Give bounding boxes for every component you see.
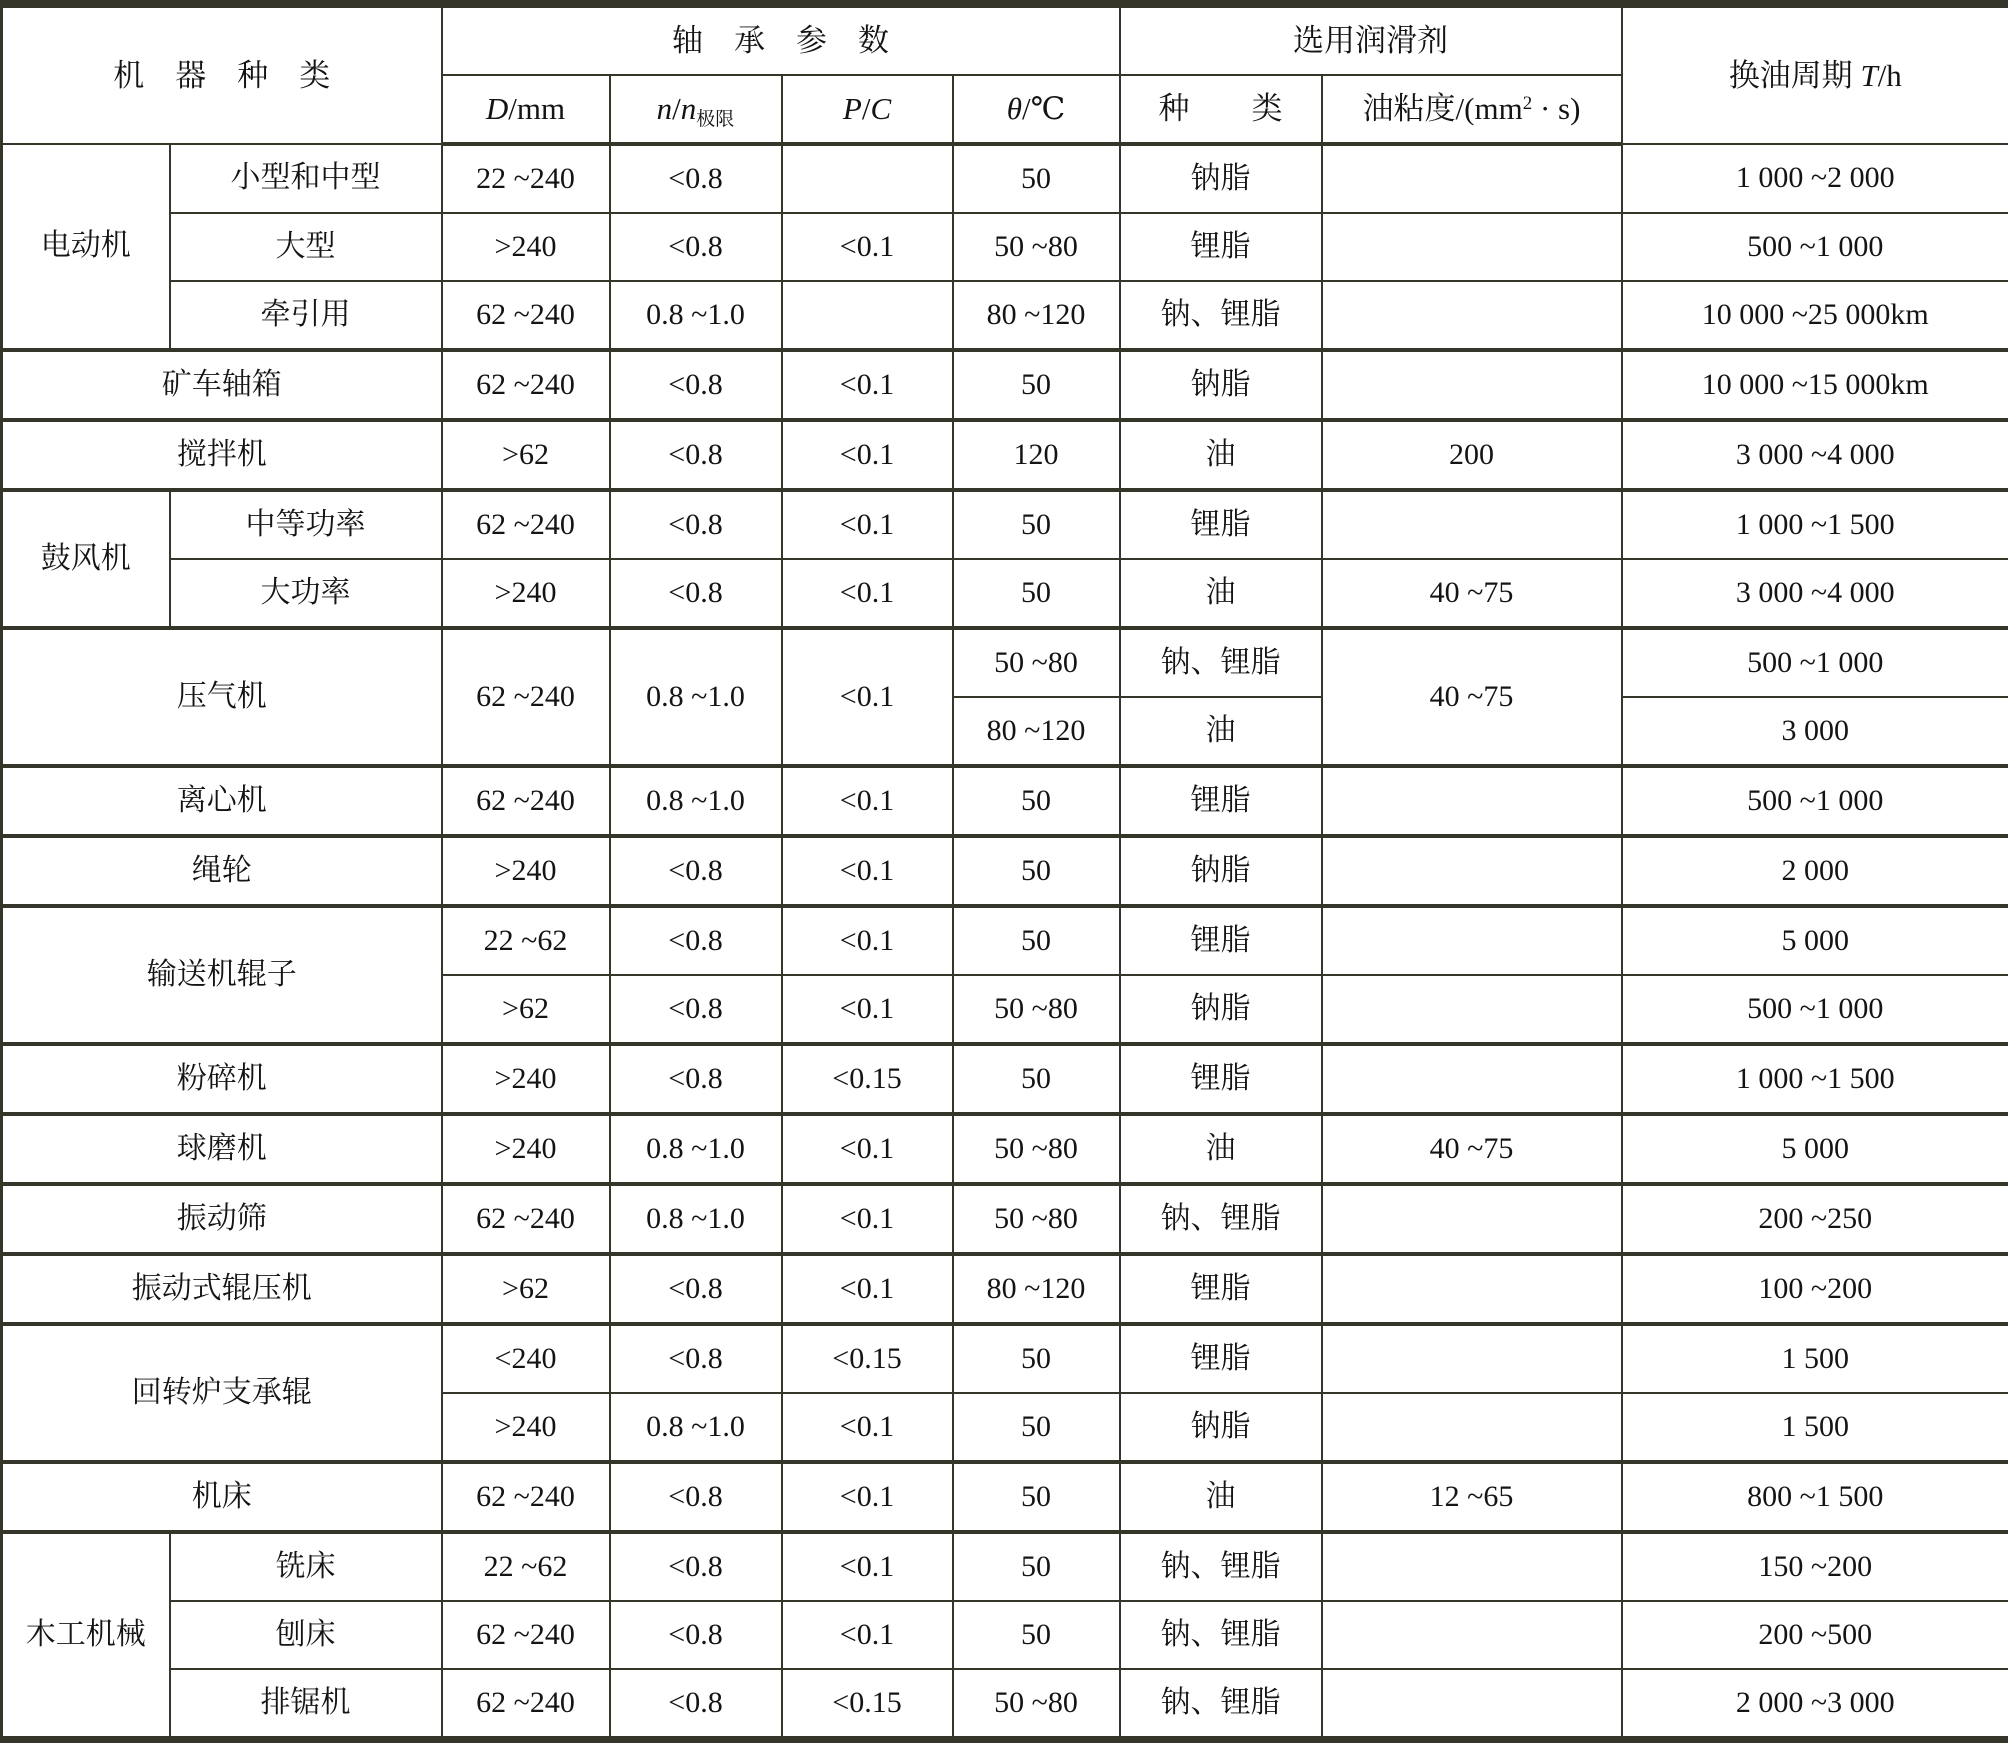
machine-subtype-cell: 牵引用: [170, 281, 442, 350]
table-cell: 100 ~200: [1622, 1254, 2008, 1324]
machine-subtype-cell: 大型: [170, 213, 442, 281]
table-cell: 800 ~1 500: [1622, 1462, 2008, 1532]
machine-name-cell: 矿车轴箱: [2, 350, 442, 420]
n-symbol: n: [657, 91, 673, 126]
table-cell: 钠脂: [1120, 975, 1322, 1044]
table-cell: [782, 144, 953, 213]
table-cell: 50 ~80: [953, 1669, 1120, 1740]
machine-name-cell: 机床: [2, 1462, 442, 1532]
table-cell: 0.8 ~1.0: [610, 281, 782, 350]
table-row: [2, 420, 2008, 490]
table-cell: 钠、锂脂: [1120, 1669, 1322, 1740]
table-row: [2, 1254, 2008, 1324]
table-row: [2, 1184, 2008, 1254]
table-cell: [1322, 1393, 1622, 1462]
period-label: 换油周期: [1729, 58, 1861, 93]
table-cell: 22 ~240: [442, 144, 610, 213]
machine-name-cell: 鼓风机: [2, 490, 170, 628]
table-row: [2, 281, 2008, 350]
table-cell: 钠脂: [1120, 836, 1322, 906]
table-cell: 50: [953, 350, 1120, 420]
table-cell: [1322, 213, 1622, 281]
table-cell: 1 000 ~1 500: [1622, 490, 2008, 559]
table-cell: 200 ~500: [1622, 1601, 2008, 1669]
table-cell: 10 000 ~25 000km: [1622, 281, 2008, 350]
table-cell: 5 000: [1622, 1114, 2008, 1184]
table-cell: 50 ~80: [953, 1184, 1120, 1254]
table-cell: 钠脂: [1120, 350, 1322, 420]
table-row: [2, 144, 2008, 213]
period-unit: /h: [1878, 58, 1902, 93]
table-cell: 62 ~240: [442, 1184, 610, 1254]
machine-name-cell: 木工机械: [2, 1532, 170, 1740]
table-cell: [1322, 1601, 1622, 1669]
table-row: [2, 1601, 2008, 1669]
table-cell: 62 ~240: [442, 1462, 610, 1532]
machine-name-cell: 粉碎机: [2, 1044, 442, 1114]
table-cell: 50: [953, 1532, 1120, 1601]
table-cell: 锂脂: [1120, 213, 1322, 281]
table-cell: [1322, 1669, 1622, 1740]
table-cell: 10 000 ~15 000km: [1622, 350, 2008, 420]
table-cell: <0.8: [610, 1601, 782, 1669]
table-row: [2, 350, 2008, 420]
table-cell: 200: [1322, 420, 1622, 490]
table-row: [2, 906, 2008, 975]
table-cell: 40 ~75: [1322, 628, 1622, 766]
theta-symbol: θ: [1007, 91, 1022, 126]
table-cell: [1322, 281, 1622, 350]
table-cell: 50 ~80: [953, 628, 1120, 697]
table-body: [2, 144, 2008, 1740]
table-cell: 锂脂: [1120, 1044, 1322, 1114]
table-cell: 500 ~1 000: [1622, 766, 2008, 836]
table-row: [2, 1462, 2008, 1532]
table-cell: 钠、锂脂: [1120, 1601, 1322, 1669]
table-cell: 50: [953, 490, 1120, 559]
table-row: [2, 1324, 2008, 1393]
table-cell: 锂脂: [1120, 1324, 1322, 1393]
header-temperature: [953, 75, 1120, 144]
c-symbol: C: [870, 91, 891, 126]
header-oil-viscosity: [1322, 75, 1622, 144]
table-cell: >240: [442, 1393, 610, 1462]
header-lubricant-kind: 种 类: [1120, 75, 1322, 144]
table-cell: <0.1: [782, 1184, 953, 1254]
n-slash: /: [672, 91, 681, 126]
table-cell: 500 ~1 000: [1622, 975, 2008, 1044]
header-lubricant: 选用润滑剂: [1120, 4, 1622, 75]
table-cell: 3 000 ~4 000: [1622, 559, 2008, 628]
table-cell: <0.1: [782, 1462, 953, 1532]
table-row: [2, 1669, 2008, 1740]
d-symbol: D: [486, 91, 508, 126]
table-cell: 0.8 ~1.0: [610, 1184, 782, 1254]
table-cell: 62 ~240: [442, 1669, 610, 1740]
table-cell: [1322, 1044, 1622, 1114]
table-cell: <0.1: [782, 559, 953, 628]
table-cell: 500 ~1 000: [1622, 628, 2008, 697]
d-unit: /mm: [508, 91, 565, 126]
table-cell: <0.15: [782, 1044, 953, 1114]
table-cell: 2 000 ~3 000: [1622, 1669, 2008, 1740]
table-cell: <0.8: [610, 1324, 782, 1393]
table-cell: <0.8: [610, 906, 782, 975]
table-row: [2, 490, 2008, 559]
machine-subtype-cell: 中等功率: [170, 490, 442, 559]
table-cell: 1 000 ~1 500: [1622, 1044, 2008, 1114]
table-cell: 62 ~240: [442, 350, 610, 420]
table-cell: 钠、锂脂: [1120, 1184, 1322, 1254]
table-cell: >240: [442, 836, 610, 906]
table-cell: 0.8 ~1.0: [610, 628, 782, 766]
table-cell: 5 000: [1622, 906, 2008, 975]
table-cell: <0.8: [610, 836, 782, 906]
table-cell: <0.15: [782, 1669, 953, 1740]
table-cell: [1322, 1254, 1622, 1324]
table-cell: <0.8: [610, 1044, 782, 1114]
table-cell: <0.1: [782, 420, 953, 490]
table-cell: 3 000 ~4 000: [1622, 420, 2008, 490]
table-cell: <0.8: [610, 1532, 782, 1601]
viscosity-label: 油粘度/(mm: [1363, 91, 1523, 126]
table-header: [2, 4, 2008, 144]
table-cell: 50: [953, 1393, 1120, 1462]
table-cell: <0.8: [610, 975, 782, 1044]
table-cell: 62 ~240: [442, 490, 610, 559]
table-cell: 50: [953, 1324, 1120, 1393]
machine-subtype-cell: 刨床: [170, 1601, 442, 1669]
table-cell: <0.8: [610, 213, 782, 281]
table-cell: 0.8 ~1.0: [610, 1114, 782, 1184]
viscosity-exponent: 2: [1523, 93, 1533, 114]
table-cell: >240: [442, 213, 610, 281]
table-cell: [1322, 1184, 1622, 1254]
table-row: [2, 628, 2008, 697]
table-cell: 50: [953, 144, 1120, 213]
table-cell: 50: [953, 559, 1120, 628]
table-cell: [1322, 144, 1622, 213]
table-cell: 62 ~240: [442, 766, 610, 836]
table-cell: [1322, 766, 1622, 836]
table-cell: 油: [1120, 1114, 1322, 1184]
table-cell: [1322, 490, 1622, 559]
machine-name-cell: 电动机: [2, 144, 170, 350]
header-diameter: [442, 75, 610, 144]
table-cell: <0.1: [782, 213, 953, 281]
table-row: [2, 766, 2008, 836]
table-cell: [1322, 836, 1622, 906]
table-cell: <0.1: [782, 350, 953, 420]
table-cell: 1 500: [1622, 1393, 2008, 1462]
table-cell: 1 500: [1622, 1324, 2008, 1393]
table-cell: 62 ~240: [442, 628, 610, 766]
machine-name-cell: 绳轮: [2, 836, 442, 906]
table-cell: 50: [953, 1462, 1120, 1532]
header-row-1: [2, 4, 2008, 75]
n-limit-subscript: 极限: [696, 109, 734, 130]
table-cell: <0.8: [610, 559, 782, 628]
table-cell: 钠、锂脂: [1120, 1532, 1322, 1601]
header-oil-change-period: [1622, 4, 2008, 144]
table-cell: [1322, 906, 1622, 975]
machine-name-cell: 振动式辊压机: [2, 1254, 442, 1324]
table-cell: 12 ~65: [1322, 1462, 1622, 1532]
table-cell: 锂脂: [1120, 1254, 1322, 1324]
table-cell: <0.1: [782, 766, 953, 836]
table-cell: >240: [442, 559, 610, 628]
table-cell: <0.8: [610, 144, 782, 213]
table-cell: 2 000: [1622, 836, 2008, 906]
table-cell: <0.8: [610, 350, 782, 420]
machine-name-cell: 输送机辊子: [2, 906, 442, 1044]
table-cell: 80 ~120: [953, 1254, 1120, 1324]
table-cell: 3 000: [1622, 697, 2008, 766]
table-cell: 50: [953, 766, 1120, 836]
table-cell: 50: [953, 1601, 1120, 1669]
table-cell: 50 ~80: [953, 213, 1120, 281]
machine-subtype-cell: 铣床: [170, 1532, 442, 1601]
table-cell: <0.1: [782, 1601, 953, 1669]
table-row: [2, 213, 2008, 281]
table-cell: 油: [1120, 697, 1322, 766]
pc-slash: /: [862, 91, 871, 126]
table-cell: 50 ~80: [953, 1114, 1120, 1184]
table-cell: 80 ~120: [953, 697, 1120, 766]
table-row: [2, 1532, 2008, 1601]
header-load-ratio: [782, 75, 953, 144]
table-cell: 1 000 ~2 000: [1622, 144, 2008, 213]
table-cell: 50 ~80: [953, 975, 1120, 1044]
table-cell: 22 ~62: [442, 906, 610, 975]
table-cell: 50: [953, 1044, 1120, 1114]
table-cell: <0.8: [610, 1669, 782, 1740]
table-cell: 50: [953, 906, 1120, 975]
table-cell: 0.8 ~1.0: [610, 1393, 782, 1462]
period-symbol: T: [1860, 58, 1877, 93]
table-cell: <0.1: [782, 1114, 953, 1184]
table-cell: <0.1: [782, 1393, 953, 1462]
table-cell: >62: [442, 975, 610, 1044]
machine-subtype-cell: 小型和中型: [170, 144, 442, 213]
table-cell: <0.15: [782, 1324, 953, 1393]
machine-name-cell: 球磨机: [2, 1114, 442, 1184]
table-cell: <0.1: [782, 1254, 953, 1324]
table-cell: 锂脂: [1120, 766, 1322, 836]
table-cell: [1322, 975, 1622, 1044]
table-cell: >62: [442, 420, 610, 490]
table-cell: <240: [442, 1324, 610, 1393]
table-cell: <0.1: [782, 836, 953, 906]
table-cell: <0.1: [782, 1532, 953, 1601]
table-cell: 40 ~75: [1322, 559, 1622, 628]
table-cell: [1322, 1532, 1622, 1601]
table-cell: <0.1: [782, 906, 953, 975]
table-cell: 锂脂: [1120, 490, 1322, 559]
table-cell: 钠脂: [1120, 1393, 1322, 1462]
table-cell: 80 ~120: [953, 281, 1120, 350]
table-cell: <0.8: [610, 1254, 782, 1324]
table-cell: <0.8: [610, 420, 782, 490]
machine-subtype-cell: 大功率: [170, 559, 442, 628]
table-cell: [1322, 350, 1622, 420]
table-cell: 钠脂: [1120, 144, 1322, 213]
machine-name-cell: 离心机: [2, 766, 442, 836]
table-row: [2, 1044, 2008, 1114]
table-cell: 62 ~240: [442, 281, 610, 350]
table-cell: 油: [1120, 420, 1322, 490]
p-symbol: P: [843, 91, 862, 126]
viscosity-unit-end: · s): [1532, 91, 1580, 126]
table-cell: 40 ~75: [1322, 1114, 1622, 1184]
table-cell: 200 ~250: [1622, 1184, 2008, 1254]
table-cell: 锂脂: [1120, 906, 1322, 975]
table-cell: <0.8: [610, 1462, 782, 1532]
table-cell: 150 ~200: [1622, 1532, 2008, 1601]
table-row: [2, 836, 2008, 906]
table-cell: <0.1: [782, 490, 953, 559]
header-machine-type: 机 器 种 类: [2, 4, 442, 144]
machine-name-cell: 搅拌机: [2, 420, 442, 490]
table-cell: 钠、锂脂: [1120, 628, 1322, 697]
machine-name-cell: 压气机: [2, 628, 442, 766]
table-cell: [1322, 1324, 1622, 1393]
table-cell: [782, 281, 953, 350]
table-row: [2, 559, 2008, 628]
table-cell: 22 ~62: [442, 1532, 610, 1601]
table-cell: 0.8 ~1.0: [610, 766, 782, 836]
table-cell: <0.1: [782, 975, 953, 1044]
table-cell: >62: [442, 1254, 610, 1324]
table-cell: 120: [953, 420, 1120, 490]
header-bearing-params: 轴 承 参 数: [442, 4, 1120, 75]
table-cell: 50: [953, 836, 1120, 906]
table-cell: 油: [1120, 1462, 1322, 1532]
table-cell: 500 ~1 000: [1622, 213, 2008, 281]
table-cell: >240: [442, 1044, 610, 1114]
table-cell: >240: [442, 1114, 610, 1184]
machine-subtype-cell: 排锯机: [170, 1669, 442, 1740]
table-row: [2, 1114, 2008, 1184]
table-cell: 油: [1120, 559, 1322, 628]
machine-name-cell: 回转炉支承辊: [2, 1324, 442, 1462]
theta-unit: /℃: [1022, 91, 1065, 126]
table-cell: 62 ~240: [442, 1601, 610, 1669]
table-cell: 钠、锂脂: [1120, 281, 1322, 350]
n-limit-symbol: n: [681, 91, 697, 126]
header-speed-ratio: [610, 75, 782, 144]
machine-name-cell: 振动筛: [2, 1184, 442, 1254]
table-cell: <0.1: [782, 628, 953, 766]
table-cell: <0.8: [610, 490, 782, 559]
